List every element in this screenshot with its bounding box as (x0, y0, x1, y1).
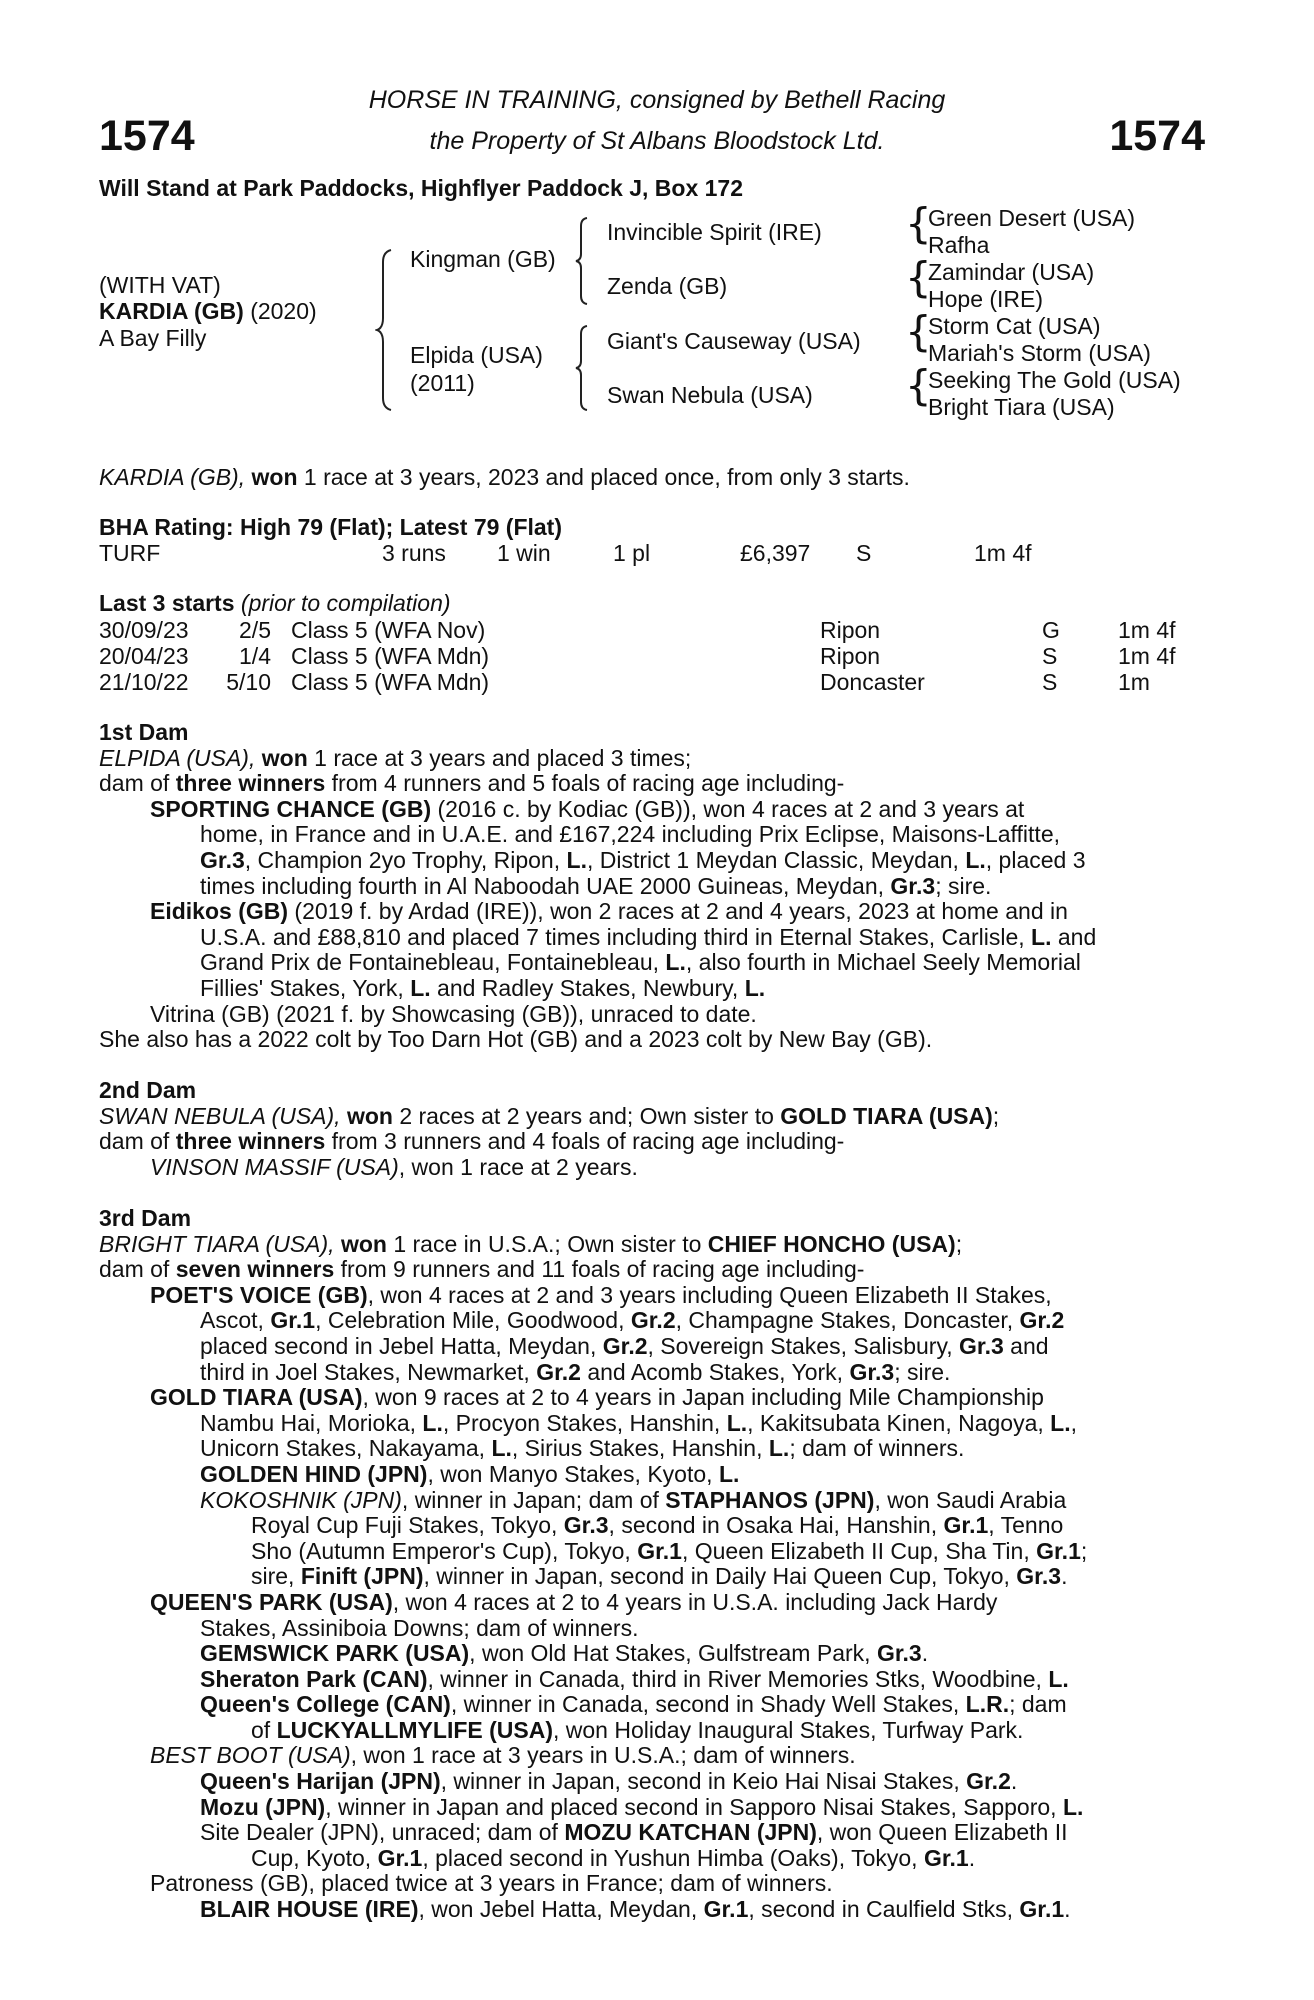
sire: Kingman (GB) (410, 246, 556, 272)
grade: Gr.3 (1016, 1563, 1062, 1590)
dam-sire-dam: Mariah's Storm (USA) (928, 340, 1151, 366)
text: Cup, Kyoto, (251, 1844, 378, 1871)
dam-dam-dam: Bright Tiara (USA) (928, 394, 1115, 420)
text: Unicorn Stakes, Nakayama, (200, 1435, 492, 1462)
listed: L. (768, 1435, 790, 1462)
rating-placed: 1 pl (613, 540, 651, 566)
listed: L. (1031, 923, 1052, 950)
progeny-name: VINSON MASSIF (USA) (150, 1153, 399, 1180)
progeny-line (99, 1385, 1205, 1411)
text: , second in Osaka Hai, Hanshin, (608, 1512, 944, 1539)
start-distance: 1m 4f (1118, 643, 1176, 669)
sire-sire-sire: Green Desert (USA) (928, 205, 1136, 231)
progeny-line (99, 1820, 1205, 1846)
progeny-line (99, 1513, 1205, 1539)
grade: Gr.2 (536, 1358, 581, 1385)
progeny-line (99, 1641, 1205, 1667)
start-distance: 1m (1118, 669, 1150, 695)
progeny-line (99, 1360, 1205, 1386)
horse-description: A Bay Filly (99, 325, 207, 351)
last-starts-title (99, 591, 451, 617)
grade: Gr.2 (966, 1768, 1011, 1795)
summary-name: KARDIA (GB), (99, 464, 246, 490)
text: Site Dealer (JPN), unraced; dam of (200, 1819, 565, 1846)
text: , winner in Japan, second in Daily Hai Queen Cup, Tokyo, (423, 1563, 1017, 1590)
first-dam-title: 1st Dam (99, 719, 189, 745)
third-dam-section (99, 1206, 1205, 1923)
listed: L.R. (965, 1691, 1010, 1718)
race-summary (99, 465, 910, 491)
progeny-line: home, in France and in U.A.E. and £167,224 including Prix Eclipse, Maisons-Laffitte, (200, 821, 1060, 848)
text: , won Queen Elizabeth II (816, 1819, 1068, 1846)
first-dam-line (99, 746, 1205, 772)
first-dam-name: ELPIDA (USA), (99, 744, 256, 771)
text: , also fourth in Michael Seely Memorial (685, 949, 1081, 976)
second-dam-section (99, 1078, 1205, 1180)
dam-sire: Giant's Causeway (USA) (607, 328, 861, 354)
progeny-name: Sheraton Park (CAN) (200, 1665, 428, 1692)
listed: L. (965, 846, 986, 873)
start-class: Class 5 (WFA Mdn) (291, 669, 490, 695)
listed: L. (744, 974, 766, 1001)
rating-going: S (856, 540, 872, 566)
text: and Acomb Stakes, York, (580, 1358, 850, 1385)
text: , Celebration Mile, Goodwood, (315, 1307, 631, 1334)
text: , winner in Canada, third in River Memories Stks, Woodbine, (427, 1665, 1049, 1692)
progeny-line (99, 1692, 1205, 1718)
third-dam-title: 3rd Dam (99, 1205, 192, 1231)
progeny-name: GOLDEN HIND (JPN) (200, 1460, 428, 1487)
produce-summary: from 9 runners and 11 foals of racing age including- (340, 1256, 865, 1283)
text: , Sovereign Stakes, Salisbury, (647, 1332, 960, 1359)
first-dam-section (99, 720, 1205, 1053)
progeny-name: GEMSWICK PARK (USA) (200, 1640, 470, 1667)
text: ; dam of winners. (789, 1435, 965, 1462)
dam-year: (2011) (410, 370, 475, 396)
text: 2 races at 2 years and; Own sister to (399, 1102, 774, 1129)
consignor-line: HORSE IN TRAINING, consigned by Bethell Racing (368, 86, 946, 114)
horse-year: (2020) (250, 298, 317, 324)
progeny-line (99, 797, 1205, 823)
text: Nambu Hai, Morioka, (200, 1409, 423, 1436)
text: , Kakitsubata Kinen, Nagoya, (747, 1409, 1051, 1436)
summary-won: won (251, 464, 298, 490)
start-course: Ripon (820, 617, 881, 643)
text: , second in Caulfield Stks, (748, 1896, 1020, 1923)
text: and Radley Stakes, Newbury, (430, 974, 745, 1001)
rating-earnings: £6,397 (740, 540, 811, 566)
grade: Gr.1 (943, 1512, 989, 1539)
progeny-line (99, 1590, 1205, 1616)
rating-surface: TURF (99, 540, 161, 566)
grade: Gr.1 (1019, 1896, 1065, 1923)
progeny-line (99, 874, 1205, 900)
text: ; (955, 1230, 963, 1257)
grade: Gr.3 (200, 846, 245, 873)
progeny-name: SPORTING CHANCE (GB) (150, 795, 432, 822)
grade: Gr.1 (270, 1307, 316, 1334)
sire-dam: Zenda (GB) (607, 273, 728, 299)
produce-summary: from 3 runners and 4 foals of racing age including- (331, 1128, 845, 1155)
start-going: S (1042, 669, 1058, 695)
grade: Gr.3 (876, 1640, 922, 1667)
text: third in Joel Stakes, Newmarket, (200, 1358, 537, 1385)
property-line: the Property of St Albans Bloodstock Ltd. (429, 127, 885, 155)
dam-of-label: dam of (99, 770, 170, 797)
text: , won Old Hat Stakes, Gulfstream Park, (469, 1640, 877, 1667)
last-starts-note: (prior to compilation) (240, 590, 451, 616)
progeny-line (99, 976, 1205, 1002)
progeny-line (99, 1795, 1205, 1821)
grade: Gr.1 (637, 1537, 682, 1564)
lot-number-left: 1574 (99, 112, 195, 160)
second-dam-title: 2nd Dam (99, 1077, 197, 1103)
progeny-text: (2016 c. by Kodiac (GB)), won 4 races at 2 and 3 years at (437, 795, 1025, 822)
progeny-line (99, 848, 1205, 874)
start-class: Class 5 (WFA Mdn) (291, 643, 490, 669)
listed: L. (422, 1409, 443, 1436)
text: . (1061, 1563, 1068, 1590)
start-position: 5/10 (226, 669, 271, 695)
sire-dam-dam: Hope (IRE) (928, 286, 1044, 312)
start-going: G (1042, 617, 1060, 643)
lot-number-right: 1574 (1109, 112, 1205, 160)
text: ; (992, 1102, 1000, 1129)
grade: Gr.3 (890, 872, 936, 899)
text: ; (1080, 1537, 1088, 1564)
second-dam-name: SWAN NEBULA (USA), (99, 1102, 341, 1129)
winners-count: seven winners (175, 1256, 335, 1283)
text: Fillies' Stakes, York, (200, 974, 411, 1001)
text: , Tenno (988, 1512, 1064, 1539)
horse-name-line (99, 299, 317, 325)
dam-dam-sire: Seeking The Gold (USA) (928, 367, 1181, 393)
grade: Gr.3 (849, 1358, 895, 1385)
progeny-name: Queen's College (CAN) (200, 1691, 451, 1718)
text: , winner in Japan, second in Keio Hai Nisai Stakes, (440, 1768, 967, 1795)
progeny-name: Mozu (JPN) (200, 1793, 326, 1820)
text: sire, (251, 1563, 301, 1590)
progeny-text: , won 4 races at 2 and 3 years including Queen Elizabeth II Stakes, (367, 1281, 1052, 1308)
progeny-name: POET'S VOICE (GB) (150, 1281, 368, 1308)
progeny-name: MOZU KATCHAN (JPN) (564, 1819, 817, 1846)
text: Sho (Autumn Emperor's Cup), Tokyo, (251, 1537, 638, 1564)
text: ; dam (1009, 1691, 1067, 1718)
text: U.S.A. and £88,810 and placed 7 times including third in Eternal Stakes, Carlisle, (200, 923, 1032, 950)
brace-3d: { (905, 361, 932, 410)
progeny-line (99, 925, 1205, 951)
progeny-line (99, 1897, 1205, 1923)
text: . (1064, 1896, 1071, 1923)
text: , won Jebel Hatta, Meydan, (418, 1896, 704, 1923)
dam-of-label: dam of (99, 1256, 170, 1283)
horse-name: KARDIA (GB) (99, 298, 244, 324)
progeny-line (99, 1155, 1205, 1181)
progeny-line: Vitrina (GB) (2021 f. by Showcasing (GB)), unraced to date. (150, 1000, 757, 1027)
progeny-line (99, 1488, 1205, 1514)
text: Grand Prix de Fontainebleau, Fontainebleau, (200, 949, 666, 976)
text: times including fourth in Al Naboodah UAE 2000 Guineas, Meydan, (200, 872, 891, 899)
progeny-line (99, 1667, 1205, 1693)
text: ; sire. (935, 872, 992, 899)
won-label: won (346, 1102, 393, 1129)
sire-sire: Invincible Spirit (IRE) (607, 219, 822, 245)
progeny-line: Patroness (GB), placed twice at 3 years in France; dam of winners. (150, 1870, 833, 1897)
rating-wins: 1 win (497, 540, 551, 566)
progeny-line (99, 1411, 1205, 1437)
text: , won Manyo Stakes, Kyoto, (427, 1460, 719, 1487)
start-position: 1/4 (239, 643, 271, 669)
first-dam-produce-line (99, 771, 1205, 797)
listed: L. (726, 1409, 748, 1436)
brace-dam-parents (574, 324, 590, 412)
text: 1 race in U.S.A.; Own sister to (393, 1230, 702, 1257)
grade: Gr.2 (1019, 1307, 1065, 1334)
text: , Sirius Stakes, Hanshin, (511, 1435, 769, 1462)
start-date: 21/10/22 (99, 669, 189, 695)
progeny-line (99, 1743, 1205, 1769)
progeny-line (99, 1334, 1205, 1360)
last-starts-heading: Last 3 starts (99, 590, 235, 616)
progeny-name: Queen's Harijan (JPN) (200, 1768, 441, 1795)
progeny-text: , won 1 race at 2 years. (398, 1153, 638, 1180)
sire-sire-dam: Rafha (928, 232, 990, 258)
bha-rating-title: BHA Rating: High 79 (Flat); Latest 79 (Flat) (99, 514, 562, 540)
text: . (921, 1640, 929, 1667)
start-class: Class 5 (WFA Nov) (291, 617, 486, 643)
dam-of-label: dam of (99, 1128, 170, 1155)
rating-distance: 1m 4f (974, 540, 1032, 566)
second-dam-line (99, 1104, 1205, 1130)
winners-count: three winners (175, 1128, 326, 1155)
progeny-line (99, 899, 1205, 925)
listed: L. (1050, 1409, 1071, 1436)
progeny-name: GOLD TIARA (USA) (150, 1384, 363, 1411)
grade: Gr.1 (703, 1896, 749, 1923)
text: Royal Cup Fuji Stakes, Tokyo, (251, 1512, 564, 1539)
brace-3b: { (905, 253, 932, 302)
text: , Queen Elizabeth II Cup, Sha Tin, (681, 1537, 1037, 1564)
first-dam-record: 1 race at 3 years and placed 3 times; (314, 744, 692, 771)
rating-runs: 3 runs (382, 540, 446, 566)
listed: L. (410, 974, 431, 1001)
third-dam-produce-line (99, 1257, 1205, 1283)
grade: Gr.3 (563, 1512, 609, 1539)
dam-dam: Swan Nebula (USA) (607, 382, 813, 408)
progeny-name: BLAIR HOUSE (IRE) (200, 1896, 419, 1923)
listed: L. (491, 1435, 512, 1462)
text: , Procyon Stakes, Hanshin, (442, 1409, 727, 1436)
progeny-line (99, 1769, 1205, 1795)
grade: Gr.1 (1036, 1537, 1081, 1564)
progeny-line (99, 1846, 1205, 1872)
third-dam-name: BRIGHT TIARA (USA), (99, 1230, 335, 1257)
text: of (251, 1716, 277, 1743)
progeny-line (99, 1462, 1205, 1488)
progeny-text: , won 9 races at 2 to 4 years in Japan including Mile Championship (362, 1384, 1044, 1411)
won-label: won (261, 744, 308, 771)
progeny-text: (2019 f. by Ardad (IRE)), won 2 races at 2 and 4 years, 2023 at home and in (294, 898, 1068, 925)
progeny-line: Stakes, Assiniboia Downs; dam of winners. (200, 1614, 639, 1641)
start-position: 2/5 (239, 617, 271, 643)
text: Ascot, (200, 1307, 271, 1334)
other-produce-line: She also has a 2022 colt by Too Darn Hot (GB) and a 2023 colt by New Bay (GB). (99, 1026, 933, 1053)
start-course: Doncaster (820, 669, 925, 695)
summary-text: 1 race at 3 years, 2023 and placed once, from only 3 starts. (303, 464, 910, 490)
brace-3a: { (905, 199, 932, 248)
progeny-name: Eidikos (GB) (150, 898, 289, 925)
sire-dam-sire: Zamindar (USA) (928, 259, 1095, 285)
text: , winner in Canada, second in Shady Well Stakes, (450, 1691, 966, 1718)
sibling-name: CHIEF HONCHO (USA) (707, 1230, 956, 1257)
text: placed second in Jebel Hatta, Meydan, (200, 1332, 603, 1359)
text: , Champion 2yo Trophy, Ripon, (244, 846, 567, 873)
grade: Gr.2 (630, 1307, 676, 1334)
progeny-name: LUCKYALLMYLIFE (USA) (276, 1716, 553, 1743)
start-date: 20/04/23 (99, 643, 189, 669)
stand-location: Will Stand at Park Paddocks, Highflyer Paddock J, Box 172 (99, 175, 743, 201)
progeny-name: Finift (JPN) (300, 1563, 424, 1590)
text: and (1051, 923, 1097, 950)
won-label: won (340, 1230, 387, 1257)
listed: L. (1062, 1793, 1084, 1820)
start-course: Ripon (820, 643, 881, 669)
progeny-line (99, 1436, 1205, 1462)
text: . (968, 1844, 976, 1871)
progeny-line (99, 1564, 1205, 1590)
start-going: S (1042, 643, 1058, 669)
text: , winner in Japan; dam of (401, 1486, 666, 1513)
text: , won Holiday Inaugural Stakes, Turfway Park. (553, 1716, 1024, 1743)
text: , won Saudi Arabia (874, 1486, 1067, 1513)
text: , winner in Japan and placed second in Sapporo Nisai Stakes, Sapporo, (325, 1793, 1063, 1820)
start-distance: 1m 4f (1118, 617, 1176, 643)
progeny-line (99, 950, 1205, 976)
progeny-line (99, 1718, 1205, 1744)
text: , placed 3 (985, 846, 1086, 873)
progeny-name: STAPHANOS (JPN) (665, 1486, 875, 1513)
winners-count: three winners (175, 770, 326, 797)
listed: L. (718, 1460, 740, 1487)
progeny-line (99, 1539, 1205, 1565)
third-dam-line (99, 1232, 1205, 1258)
sibling-name: GOLD TIARA (USA) (780, 1102, 993, 1129)
progeny-name: QUEEN'S PARK (USA) (150, 1588, 393, 1615)
progeny-name: BEST BOOT (USA) (150, 1742, 351, 1769)
progeny-text: , won 1 race at 3 years in U.S.A.; dam of winners. (350, 1742, 856, 1769)
vat-label: (WITH VAT) (99, 272, 221, 298)
text: ; sire. (894, 1358, 951, 1385)
text: , District 1 Meydan Classic, Meydan, (586, 846, 966, 873)
second-dam-produce-line (99, 1129, 1205, 1155)
grade: Gr.3 (959, 1332, 1004, 1359)
listed: L. (566, 846, 587, 873)
brace-3c: { (905, 307, 932, 356)
brace-generation-1 (375, 248, 395, 412)
dam-sire-sire: Storm Cat (USA) (928, 313, 1101, 339)
text: , placed second in Yushun Himba (Oaks), Tokyo, (422, 1844, 924, 1871)
progeny-line (99, 1308, 1205, 1334)
text: . (1010, 1768, 1018, 1795)
text: , (1070, 1409, 1078, 1436)
produce-summary: from 4 runners and 5 foals of racing age including- (331, 770, 845, 797)
brace-sire-parents (574, 216, 590, 306)
progeny-line (99, 1283, 1205, 1309)
listed: L. (665, 949, 686, 976)
grade: Gr.1 (923, 1844, 969, 1871)
listed: L. (1048, 1665, 1069, 1692)
start-date: 30/09/23 (99, 617, 189, 643)
text: , Champagne Stakes, Doncaster, (675, 1307, 1020, 1334)
grade: Gr.2 (602, 1332, 648, 1359)
grade: Gr.1 (377, 1844, 423, 1871)
progeny-text: , won 4 races at 2 to 4 years in U.S.A. including Jack Hardy (392, 1588, 998, 1615)
text: and (1003, 1332, 1049, 1359)
dam: Elpida (USA) (410, 342, 543, 368)
progeny-name: KOKOSHNIK (JPN) (200, 1486, 402, 1513)
